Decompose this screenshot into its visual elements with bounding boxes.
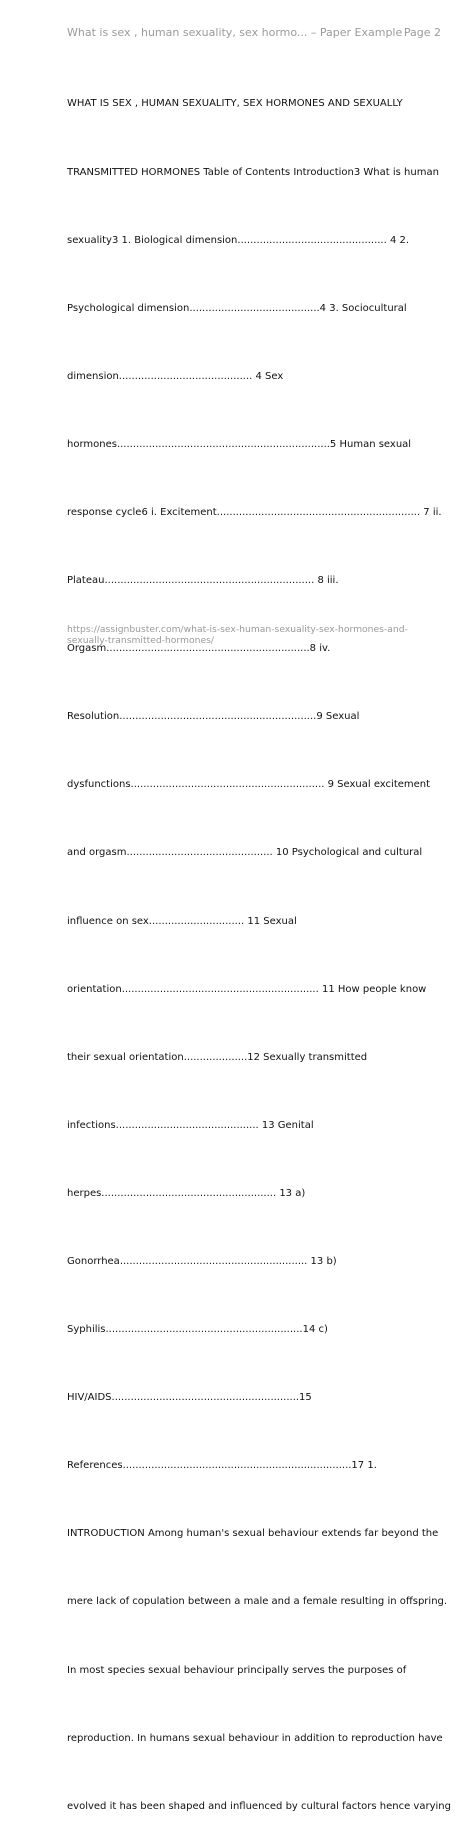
body-line: infections............................................. 13 Genital [67,1119,314,1131]
body-line: evolved it has been shaped and influenced by cultural factors hence varying [67,1800,451,1812]
body-line: TRANSMITTED HORMONES Table of Contents Introduction3 What is human [67,166,439,178]
body-line: response cycle6 i. Excitement................................................................ 7 ii. [67,506,442,518]
body-line: Plateau.................................................................. 8 iii. [67,575,339,587]
page-number: Page 2 [403,26,441,39]
body-line: dimension.......................................... 4 Sex [67,370,284,382]
body-line: sexuality3 1. Biological dimension............................................... 4 2. [67,234,410,246]
body-line: their sexual orientation....................12 Sexually transmitted [67,1051,368,1063]
body-line: Syphilis..............................................................14 c) [67,1324,328,1336]
page-header [67,26,441,42]
body-line: influence on sex.............................. 11 Sexual [67,915,297,927]
body-line: HIV/AIDS...........................................................15 [67,1392,312,1404]
body-line: Psychological dimension.........................................4 3. Sociocultural [67,302,407,314]
body-line: References........................................................................17 1. [67,1460,377,1472]
body-line: and orgasm.............................................. 10 Psychological and cultural [67,847,423,859]
page-footer [67,624,447,646]
body-line: In most species sexual behaviour principally serves the purposes of [67,1664,407,1676]
body-line: orientation.............................................................. 11 How people know [67,983,427,995]
document-body [67,48,457,1841]
body-line: Orgasm................................................................8 iv. [67,643,331,655]
body-line: mere lack of copulation between a male and a female resulting in offspring. [67,1596,448,1608]
body-line: reproduction. In humans sexual behaviour in addition to reproduction have [67,1732,443,1744]
source-url-line-2[interactable]: sexually-transmitted-hormones/ [67,635,214,646]
body-line: dysfunctions............................................................. 9 Sexual excitement [67,779,431,791]
source-url-line-1[interactable]: https://assignbuster.com/what-is-sex-human-sexuality-sex-hormones-and- [67,624,408,635]
body-line: herpes....................................................... 13 a) [67,1187,306,1199]
document-title: What is sex , human sexuality, sex hormo... – Paper Example [67,26,403,39]
body-line: WHAT IS SEX , HUMAN SEXUALITY, SEX HORMONES AND SEXUALLY [67,98,403,110]
body-line: Gonorrhea........................................................... 13 b) [67,1256,337,1267]
body-line: Resolution..............................................................9 Sexual [67,711,360,723]
body-line: INTRODUCTION Among human's sexual behaviour extends far beyond the [67,1528,439,1540]
body-line: hormones...................................................................5 Human sexual [67,438,412,450]
